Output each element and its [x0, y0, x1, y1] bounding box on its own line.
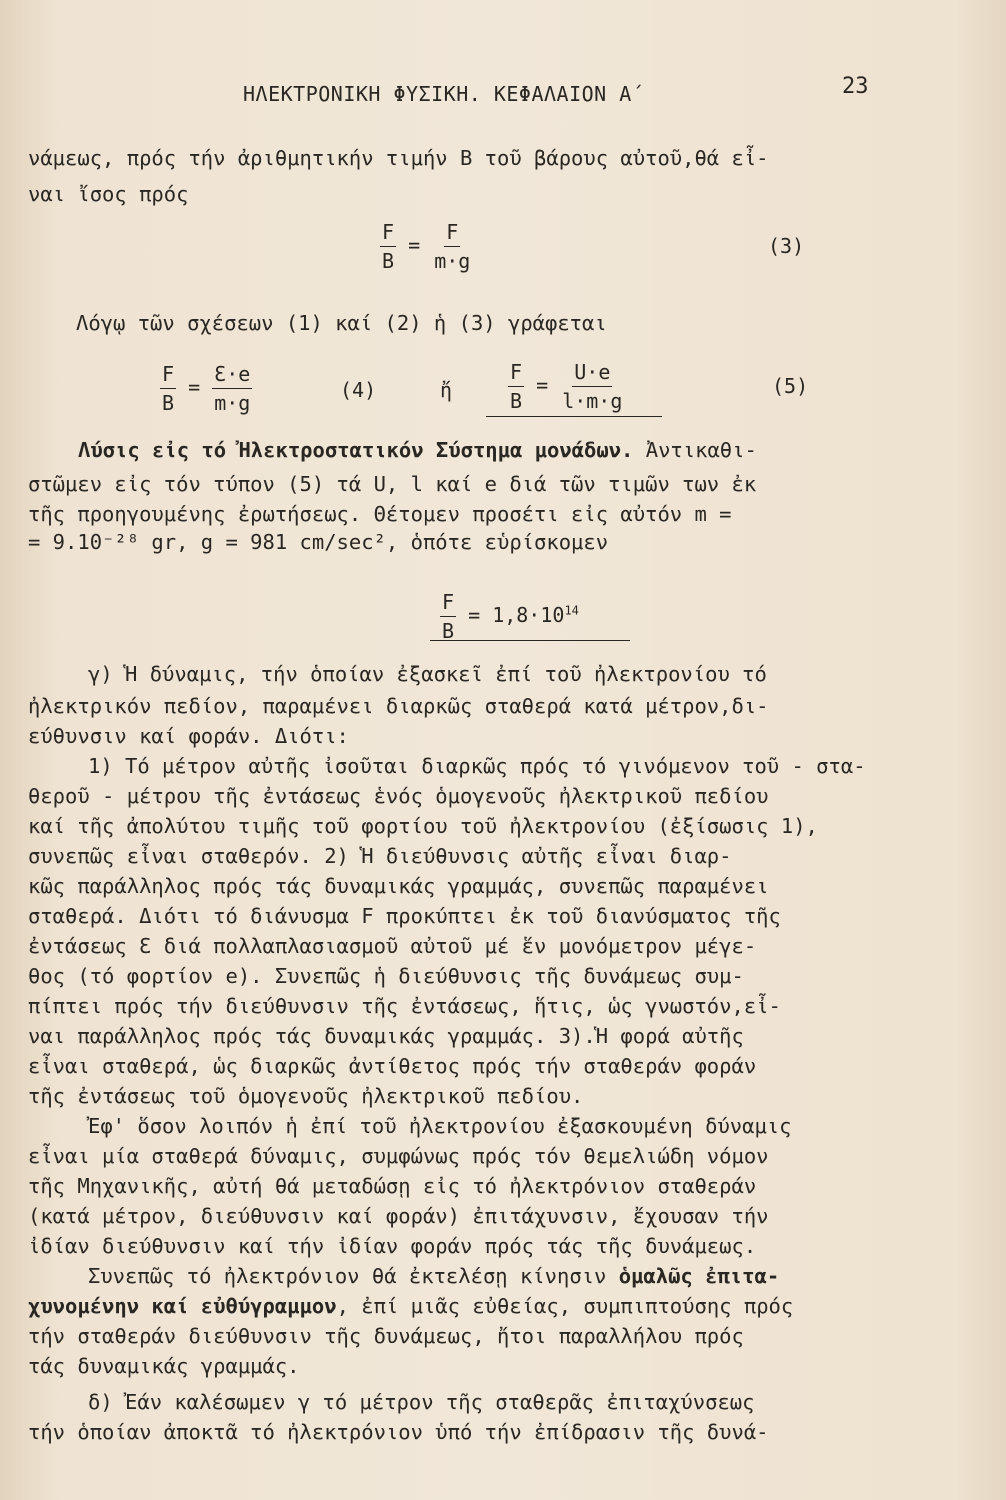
text-line: [88, 1266, 779, 1287]
text-line: εἶναι μία σταθερά δύναμις, συμφώνως πρός τόν θεμελιώδη νόμον: [28, 1144, 769, 1168]
equation-3-label: (3): [768, 234, 805, 258]
eq5-lhs-den: B: [510, 389, 523, 413]
eq5-equals: =: [536, 373, 549, 397]
solution-heading-rest: Ἀντικαθι-: [633, 438, 757, 462]
text-line: θεροῦ - μέτρου τῆς ἐντάσεως ἑνός ὁμογενοῦς ἠλεκτρικοῦ πεδίου: [28, 784, 769, 808]
result-equation: [440, 590, 579, 643]
text-segment: Συνεπῶς τό ἠλεκτρόνιον θά ἐκτελέσῃ κίνησιν: [88, 1264, 607, 1288]
text-line: [28, 1296, 793, 1317]
eq4-lhs-den: B: [162, 391, 175, 415]
underline-rule: [486, 416, 662, 417]
text-line: τῆς Μηχανικῆς, αὐτή θά μεταδώσῃ εἰς τό ἠλεκτρόνιον σταθεράν: [28, 1174, 757, 1198]
text-line: στῶμεν εἰς τόν τύπον (5) τά U, l καί e διά τῶν τιμῶν των ἐκ: [28, 472, 757, 496]
text-line: Λόγῳ τῶν σχέσεων (1) καί (2) ἡ (3) γράφεται: [76, 311, 607, 335]
solution-heading: [78, 440, 757, 461]
eq3-equals: =: [408, 233, 421, 257]
text-line: πίπτει πρός τήν διεύθυνσιν τῆς ἐντάσεως, ἥτις, ὡς γνωστόν,εἶ-: [28, 994, 781, 1018]
text-line: τῆς ἐντάσεως τοῦ ὁμογενοῦς ἠλεκτρικοῦ πεδίου.: [28, 1084, 584, 1108]
result-value: 1,8·10: [492, 603, 565, 627]
text-line: νάμεως, πρός τήν ἀριθμητικήν τιμήν Β τοῦ βάρους αὐτοῦ,θά εἶ-: [28, 146, 769, 170]
eq5-rhs-num: U·e: [572, 360, 612, 387]
eq3-rhs-num: F: [444, 220, 460, 247]
page-header: [0, 74, 1006, 114]
result-equals: =: [468, 603, 481, 627]
result-lhs-num: F: [440, 590, 456, 617]
text-line: ναι παράλληλος πρός τάς δυναμικάς γραμμάς. 3).Ἡ φορά αὐτῆς: [28, 1024, 744, 1048]
text-line: 1) Τό μέτρον αὐτῆς ἰσοῦται διαρκῶς πρός τό γινόμενον τοῦ - στα-: [88, 754, 866, 778]
eq4-lhs-num: F: [160, 362, 176, 389]
solution-heading-bold: Λύσις εἰς τό Ἠλεκτροστατικόν Σύστημα μονάδων.: [78, 438, 634, 462]
text-line: ναι ἴσος πρός: [28, 182, 189, 206]
eq3-rhs-den: m·g: [434, 249, 471, 273]
eq5-rhs-den: l·m·g: [562, 389, 623, 413]
text-line: (κατά μέτρον, διεύθυνσιν καί φοράν) ἐπιτάχυνσιν, ἔχουσαν τήν: [28, 1204, 769, 1228]
equation-5: [508, 360, 624, 413]
text-line: κῶς παράλληλος πρός τάς δυναμικάς γραμμάς, συνεπῶς παραμένει: [28, 874, 769, 898]
eq5-lhs-num: F: [508, 360, 524, 387]
result-lhs-den: B: [442, 619, 455, 643]
result-underline: [430, 640, 630, 641]
equation-5-label: (5): [772, 374, 809, 398]
text-line: καί τῆς ἀπολύτου τιμῆς τοῦ φορτίου τοῦ ἠλεκτρονίου (ἐξίσωσις 1),: [28, 814, 818, 838]
equation-4-label: (4): [340, 378, 377, 402]
text-line: συνεπῶς εἶναι σταθερόν. 2) Ἡ διεύθυνσις αὐτῆς εἶναι διαρ-: [28, 844, 732, 868]
text-line: γ) Ἡ δύναμις, τήν ὁποίαν ἐξασκεῖ ἐπί τοῦ ἠλεκτρονίου τό: [88, 662, 767, 686]
text-line: τάς δυναμικάς γραμμάς.: [28, 1354, 300, 1378]
text-line: τῆς προηγουμένης ἐρωτήσεως. Θέτομεν προσέτι εἰς αὐτόν m =: [28, 502, 732, 526]
text-line: θος (τό φορτίον e). Συνεπῶς ἡ διεύθυνσις τῆς δυνάμεως συμ-: [28, 964, 744, 988]
equation-4: [160, 362, 252, 415]
text-line: Ἐφ' ὅσον λοιπόν ἡ ἐπί τοῦ ἠλεκτρονίου ἐξασκουμένη δύναμις: [88, 1114, 792, 1138]
bold-segment: χυνομένην καί εὐθύγραμμον: [28, 1294, 337, 1318]
page-number: 23: [842, 74, 869, 99]
bold-segment: ὁμαλῶς ἐπιτα-: [618, 1264, 780, 1288]
equation-3: [380, 220, 472, 273]
text-line: ἰδίαν διεύθυνσιν καί τήν ἰδίαν φοράν πρός τάς τῆς δυνάμεως.: [28, 1234, 757, 1258]
result-exponent: 14: [564, 603, 579, 618]
text-line: εύθυνσιν καί φοράν. Διότι:: [28, 724, 349, 748]
text-line: τήν ὁποίαν ἀποκτᾶ τό ἠλεκτρόνιον ὑπό τήν ἐπίδρασιν τῆς δυνά-: [28, 1420, 769, 1444]
text-line: σταθερά. Διότι τό διάνυσμα F προκύπτει ἐκ τοῦ διανύσματος τῆς: [28, 904, 781, 928]
text-line: ἠλεκτρικόν πεδίον, παραμένει διαρκῶς σταθερά κατά μέτρον,δι-: [28, 694, 769, 718]
text-line: εἶναι σταθερά, ὡς διαρκῶς ἀντίθετος πρός τήν σταθεράν φοράν: [28, 1054, 757, 1078]
eq4-rhs-den: m·g: [214, 391, 251, 415]
text-line: ἐντάσεως Ɛ διά πολλαπλασιασμοῦ αὐτοῦ μέ ἕν μονόμετρον μέγε-: [28, 934, 757, 958]
eq4-rhs-num: Ɛ·e: [212, 362, 252, 389]
eq3-lhs-den: B: [382, 249, 395, 273]
or-word: ἤ: [440, 378, 453, 402]
eq3-lhs-num: F: [380, 220, 396, 247]
text-line: δ) Ἐάν καλέσωμεν γ τό μέτρον τῆς σταθερᾶς ἐπιταχύνσεως: [88, 1390, 755, 1414]
text-line: = 9.10⁻²⁸ gr, g = 981 cm/sec², ὁπότε εὑρίσκομεν: [28, 530, 609, 554]
text-segment: , ἐπί μιᾶς εὐθείας, συμπιπτούσης πρός: [336, 1294, 794, 1318]
eq4-equals: =: [188, 375, 201, 399]
text-line: τήν σταθεράν διεύθυνσιν τῆς δυνάμεως, ἤτοι παραλλήλου πρός: [28, 1324, 744, 1348]
running-head: ΗΛΕΚΤΡΟΝΙΚΗ ΦΥΣΙΚΗ. ΚΕΦΑΛΑΙΟΝ Α΄: [243, 82, 645, 106]
